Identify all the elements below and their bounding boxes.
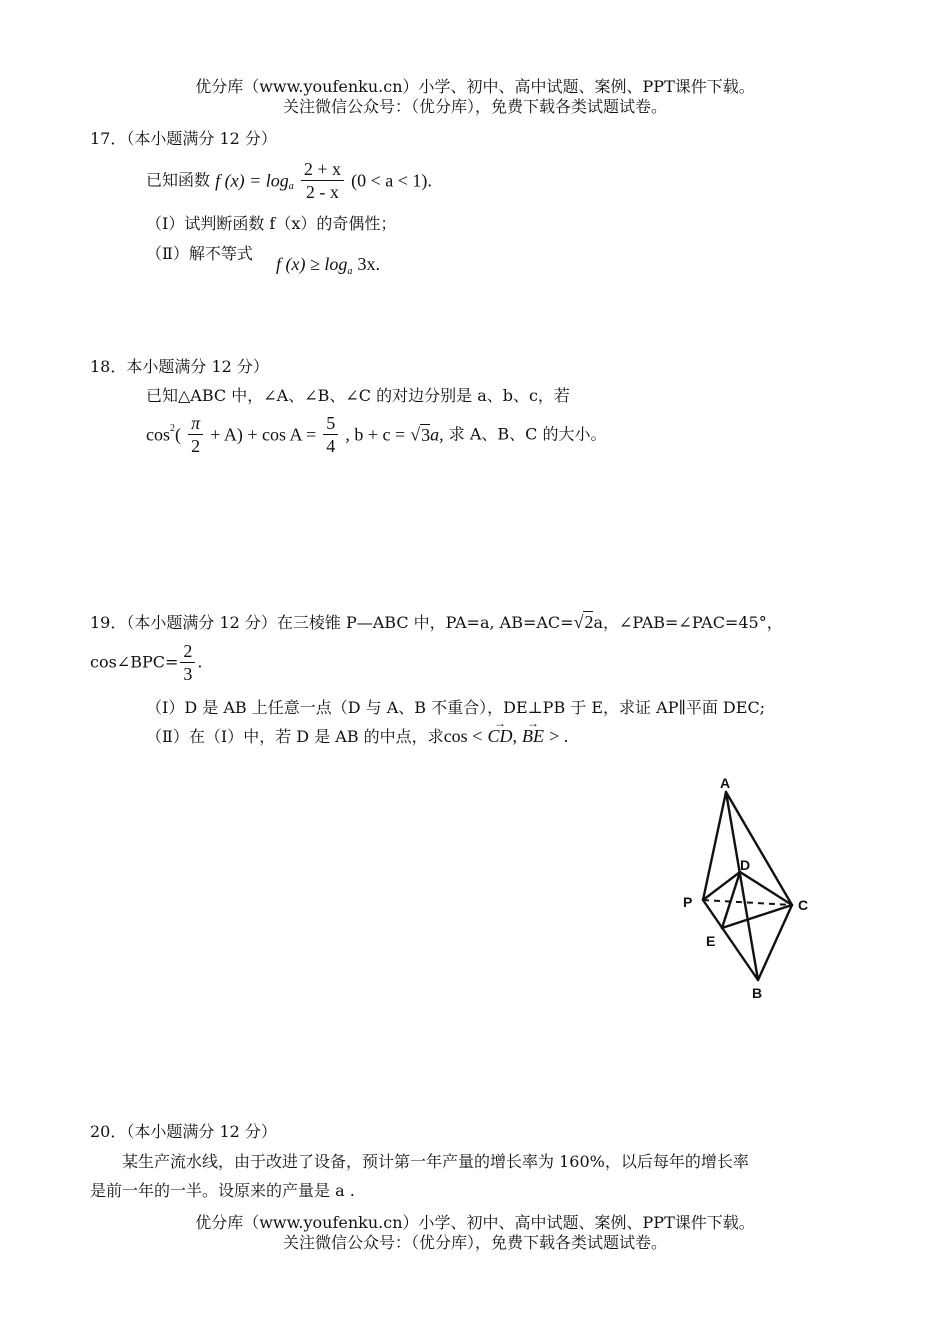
q17-formula-lhs: f (x) = log bbox=[215, 170, 289, 191]
q17-fraction-denominator: 2 - x bbox=[305, 182, 339, 202]
q18-stem: 已知△ABC 中，∠A、∠B、∠C 的对边分别是 a、b、c，若 bbox=[146, 386, 570, 405]
q19-sqrt2: 2 bbox=[584, 612, 594, 632]
q20-line2: 是前一年的一半。设原来的产量是 a . bbox=[90, 1181, 355, 1200]
q17-log-base: a bbox=[288, 181, 294, 192]
q18-two: 2 bbox=[191, 436, 201, 456]
segment-dc bbox=[740, 872, 792, 905]
q18-cos: cos bbox=[146, 424, 170, 445]
q17-part2-base: a bbox=[347, 266, 353, 277]
q18-condition-formula: $\cos^2$( $\frac{\pi}{2}$ + A) + cos A = $\frac{5}{4}$ , b + c = √3a, 求 A、B、C 的大小。 bbox=[146, 413, 607, 456]
q17-function-definition bbox=[146, 158, 432, 203]
q19-vector-cd: → CD bbox=[487, 725, 512, 747]
q19-vector-comma: , bbox=[512, 726, 517, 746]
q18-title: 18．本小题满分 12 分） bbox=[90, 357, 269, 376]
q19-title-prefix: 19．（本小题满分 12 分）在三棱锥 P—ABC 中，PA=a, AB=AC= bbox=[90, 613, 574, 632]
q19-part1: （Ⅰ）D 是 AB 上任意一点（D 与 A、B 不重合），DE⊥PB 于 E，求证 AP∥平面 DEC; bbox=[146, 698, 766, 717]
q18-four: 4 bbox=[326, 436, 336, 456]
q18-pi-over-2 bbox=[188, 412, 203, 457]
q19-two-thirds bbox=[180, 640, 195, 685]
q17-part2-prefix: （Ⅱ）解不等式 bbox=[146, 244, 253, 263]
q19-cos-numerator: 2 bbox=[180, 640, 195, 663]
edge-cb bbox=[758, 905, 792, 980]
q19-title-suffix: a，∠PAB=∠PAC=45°， bbox=[593, 613, 783, 632]
q18-five: 5 bbox=[323, 412, 338, 435]
q20-line1: 某生产流水线，由于改进了设备，预计第一年产量的增长率为 160%，以后每年的增长率 bbox=[122, 1152, 749, 1171]
q17-part1: （Ⅰ）试判断函数 f（x）的奇偶性； bbox=[146, 214, 397, 233]
q18-square: 2 bbox=[170, 423, 175, 434]
q17-stem-prefix: 已知函数 bbox=[146, 170, 211, 190]
q19-vector-be: → BE bbox=[522, 725, 544, 747]
q17-part2-lhs: f (x) ≥ log bbox=[276, 254, 348, 274]
q19-cos-dot: . bbox=[197, 652, 203, 672]
q17-fraction-numerator: 2 + x bbox=[301, 158, 344, 181]
q20-title: 20．（本小题满分 12 分） bbox=[90, 1122, 277, 1141]
q19-part2-prefix: （Ⅱ）在（Ⅰ）中，若 D 是 AB 的中点，求 bbox=[146, 727, 444, 746]
header-site-line: 优分库（www.youfenku.cn）小学、初中、高中试题、案例、PPT课件下载。 bbox=[195, 77, 755, 96]
q19-title-line: 19．（本小题满分 12 分）在三棱锥 P—ABC 中，PA=a, AB=AC=√2a，∠PAB=∠PAC=45°， bbox=[90, 612, 783, 632]
header-wechat-line: 关注微信公众号：（优分库），免费下载各类试题试卷。 bbox=[282, 97, 667, 116]
segment-ec bbox=[722, 905, 792, 928]
label-c: C bbox=[798, 897, 809, 913]
q18-five-fourths bbox=[323, 412, 338, 457]
q19-cos-bpc bbox=[90, 640, 202, 685]
q17-condition: (0 < a < 1). bbox=[351, 170, 432, 191]
q19-cos-denominator: 3 bbox=[183, 664, 193, 684]
label-b: B bbox=[752, 985, 763, 1001]
q17-fraction bbox=[301, 158, 344, 203]
q17-part2-tail: 3x. bbox=[357, 254, 380, 274]
q18-pi: π bbox=[188, 412, 203, 435]
q19-pyramid-figure bbox=[670, 770, 830, 1010]
q19-part2-cos: cos < bbox=[443, 726, 483, 746]
q18-b-plus-c: , b + c = bbox=[345, 424, 406, 445]
label-e: E bbox=[706, 933, 716, 949]
q18-a: a, bbox=[430, 424, 444, 445]
segment-de bbox=[722, 872, 740, 928]
label-p: P bbox=[683, 894, 693, 910]
label-a: A bbox=[720, 775, 731, 791]
q17-title: 17．（本小题满分 12 分） bbox=[90, 129, 277, 148]
footer-site-line: 优分库（www.youfenku.cn）小学、初中、高中试题、案例、PPT课件下载。 bbox=[195, 1213, 755, 1232]
q18-plus-a: + A) + cos A = bbox=[210, 424, 317, 445]
q18-ask: 求 A、B、C 的大小。 bbox=[443, 424, 607, 444]
q17-part2-formula bbox=[276, 254, 380, 277]
footer-wechat-line: 关注微信公众号：（优分库），免费下载各类试题试卷。 bbox=[282, 1233, 667, 1252]
q18-sqrt3: 3 bbox=[421, 424, 431, 445]
q19-part2-end: > . bbox=[549, 726, 569, 746]
q19-part2 bbox=[146, 725, 568, 748]
edge-pc-hidden bbox=[703, 900, 792, 905]
label-d: D bbox=[740, 857, 751, 873]
q19-cos-prefix: cos∠BPC= bbox=[90, 652, 179, 672]
